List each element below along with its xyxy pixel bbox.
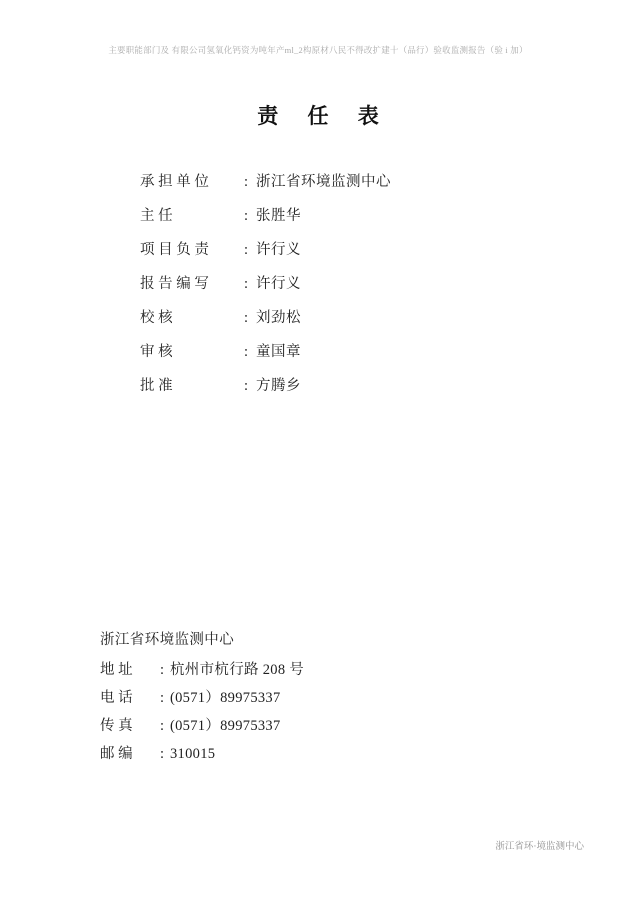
role-label: 校 核 bbox=[140, 310, 173, 326]
role-separator: : bbox=[244, 378, 249, 394]
role-row bbox=[140, 238, 560, 272]
role-separator: : bbox=[244, 242, 249, 258]
role-row bbox=[140, 374, 560, 408]
contact-value: 杭州市杭行路 208 号 bbox=[170, 662, 305, 678]
role-separator: : bbox=[244, 208, 249, 224]
contact-colon: : bbox=[160, 718, 165, 734]
responsibility-list bbox=[140, 170, 560, 408]
contact-colon: : bbox=[160, 690, 165, 706]
contact-value: 310015 bbox=[170, 746, 216, 762]
role-row bbox=[140, 306, 560, 340]
contact-label: 传 真 bbox=[100, 718, 133, 734]
role-label: 报 告 编 写 bbox=[140, 276, 209, 292]
role-row bbox=[140, 340, 560, 374]
contact-row bbox=[100, 742, 560, 770]
footer-watermark: 浙江省环·境监测中心 bbox=[495, 842, 584, 852]
contact-organization: 浙江省环境监测中心 bbox=[100, 632, 235, 648]
contact-value: (0571）89975337 bbox=[170, 690, 281, 706]
document-header-line: 主要职能部门及 有限公司氢氧化钙资为吨年产ml_2构原材八民不得改扩建十（品行）验收监测报告（验 i 加） bbox=[108, 45, 528, 55]
contact-colon: : bbox=[160, 662, 165, 678]
role-row bbox=[140, 272, 560, 306]
role-value: 许行义 bbox=[256, 242, 301, 258]
contact-label: 邮 编 bbox=[100, 746, 133, 762]
contact-colon: : bbox=[160, 746, 165, 762]
role-value: 许行义 bbox=[256, 276, 301, 292]
role-row bbox=[140, 170, 560, 204]
contact-label: 电 话 bbox=[100, 690, 133, 706]
contact-value: (0571）89975337 bbox=[170, 718, 281, 734]
role-separator: : bbox=[244, 344, 249, 360]
page-title: 责 任 表 bbox=[257, 104, 391, 128]
role-label: 主 任 bbox=[140, 208, 173, 224]
contact-block bbox=[100, 628, 560, 770]
contact-row bbox=[100, 714, 560, 742]
role-value: 方腾乡 bbox=[256, 378, 301, 394]
role-value: 浙江省环境监测中心 bbox=[256, 174, 391, 190]
contact-row bbox=[100, 658, 560, 686]
role-label: 项 目 负 责 bbox=[140, 242, 209, 258]
role-row bbox=[140, 204, 560, 238]
role-separator: : bbox=[244, 174, 249, 190]
role-label: 批 准 bbox=[140, 378, 173, 394]
role-value: 刘劲松 bbox=[256, 310, 301, 326]
contact-row bbox=[100, 686, 560, 714]
role-value: 张胜华 bbox=[256, 208, 301, 224]
contact-label: 地 址 bbox=[100, 662, 133, 678]
role-label: 审 核 bbox=[140, 344, 173, 360]
role-separator: : bbox=[244, 276, 249, 292]
role-label: 承 担 单 位 bbox=[140, 174, 209, 190]
role-value: 童国章 bbox=[256, 344, 301, 360]
role-separator: : bbox=[244, 310, 249, 326]
